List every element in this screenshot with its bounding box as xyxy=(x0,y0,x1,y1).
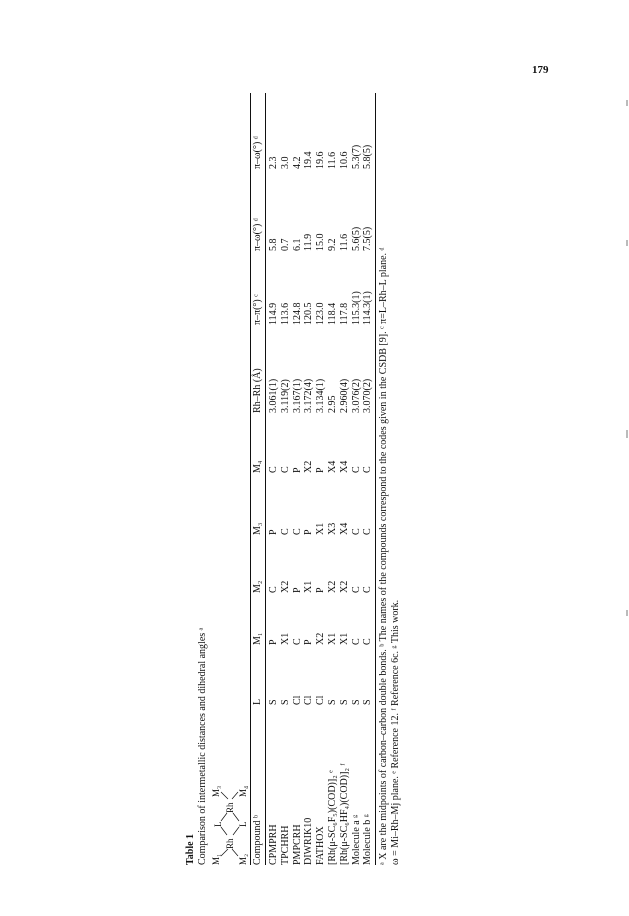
header-m3: M₃ xyxy=(252,522,263,535)
cell-m4: P xyxy=(291,467,303,473)
cell-m1: C xyxy=(350,638,362,645)
table-footnote-1: ᵃ X are the midpoints of carbon–carbon double bonds. ᵇ The names of the compounds correspond to the codes given in the CSDB [9]. ᶜ π=L–Rh–L plane. ᵈ xyxy=(378,247,389,865)
header-m1: M₁ xyxy=(252,632,263,645)
rh-dimer-scheme xyxy=(209,785,249,865)
cell-l: S xyxy=(338,699,350,705)
cell-l: Cl xyxy=(315,695,327,705)
cell-m3: X1 xyxy=(315,522,327,535)
cell-pi-omega-1: 9.2 xyxy=(327,238,338,251)
cell-pi-omega-2: 19.4 xyxy=(303,151,315,169)
table-bottom-rule xyxy=(375,93,376,865)
cell-rh-rh: 2.960(4) xyxy=(338,378,350,413)
cell-m2: C xyxy=(268,586,279,593)
cell-pi-pi: 114.9 xyxy=(268,302,279,325)
cell-pi-omega-1: 5.6(5) xyxy=(350,226,362,251)
cell-m4: C xyxy=(350,466,362,473)
header-pi-omega-1: π–ω(°) ᵈ xyxy=(252,218,263,251)
cell-rh-rh: 3.167(1) xyxy=(291,378,303,413)
cell-compound: CPMPRH xyxy=(268,824,279,865)
cell-m4: X4 xyxy=(327,460,338,473)
scheme-l-top: L xyxy=(213,821,223,827)
cell-compound: Molecule a ᵍ xyxy=(350,814,362,865)
cell-pi-omega-1: 11.6 xyxy=(338,233,350,251)
table-row xyxy=(268,85,280,865)
cell-m3: X4 xyxy=(338,522,350,535)
cell-pi-omega-2: 11.6 xyxy=(327,151,338,169)
cell-pi-pi: 115.3(1) xyxy=(350,291,362,325)
cell-m4: X2 xyxy=(303,460,315,473)
cell-rh-rh: 3.134(1) xyxy=(315,378,327,413)
cell-compound: [Rh(μ-SC₆HF₄)(COD)]₂ ᶠ xyxy=(338,763,350,865)
cell-m3: P xyxy=(268,529,279,535)
cell-m1: C xyxy=(291,638,303,645)
scheme-l-bottom: L xyxy=(238,821,248,827)
cell-pi-pi: 123.0 xyxy=(315,302,327,325)
table-header-rule xyxy=(265,93,266,865)
cell-rh-rh: 3.061(1) xyxy=(268,378,279,413)
cell-m2: P xyxy=(291,587,303,593)
cell-m3: P xyxy=(303,529,315,535)
scheme-rh-right: Rh xyxy=(225,802,235,813)
cell-pi-pi: 120.5 xyxy=(303,302,315,325)
cell-pi-omega-2: 2.3 xyxy=(268,156,279,169)
margin-mark xyxy=(626,610,628,616)
cell-m4: C xyxy=(362,466,374,473)
cell-rh-rh: 3.172(4) xyxy=(303,378,315,413)
table-row xyxy=(362,85,374,865)
cell-m4: C xyxy=(268,466,279,473)
table-top-rule xyxy=(250,93,251,865)
header-rh-rh: Rh–Rh (Å) xyxy=(252,368,263,413)
cell-compound: [Rh(μ-SC₆F₅)(COD)]₂ ᵉ xyxy=(327,770,338,865)
header-pi-pi: π–π(°) ᶜ xyxy=(252,294,263,325)
cell-m1: X1 xyxy=(279,632,291,645)
cell-compound: DIWRIK10 xyxy=(303,817,315,865)
cell-l: Cl xyxy=(291,695,303,705)
cell-l: Cl xyxy=(303,695,315,705)
cell-l: S xyxy=(279,699,291,705)
table-row xyxy=(280,85,292,865)
cell-m2: C xyxy=(350,586,362,593)
cell-pi-omega-2: 5.8(5) xyxy=(362,144,374,169)
header-m4: M₄ xyxy=(252,460,263,473)
table-caption: Comparison of intermetallic distances and dihedral angles ᵃ xyxy=(197,627,208,865)
rotated-table xyxy=(185,85,435,865)
cell-l: S xyxy=(327,699,338,705)
table-row xyxy=(339,85,351,865)
cell-l: S xyxy=(268,699,279,705)
scheme-m3: M₃ xyxy=(211,785,221,797)
cell-pi-omega-2: 3.0 xyxy=(279,156,291,169)
scheme-rh-left: Rh xyxy=(225,838,235,849)
cell-pi-pi: 124.8 xyxy=(291,302,303,325)
cell-m3: C xyxy=(350,528,362,535)
scheme-m1: M₁ xyxy=(211,853,221,865)
table-header-row xyxy=(252,85,264,865)
header-l: L xyxy=(252,698,263,705)
cell-l: S xyxy=(350,699,362,705)
cell-m3: C xyxy=(291,528,303,535)
header-compound: Compound ᵇ xyxy=(252,814,263,865)
cell-pi-pi: 114.3(1) xyxy=(362,291,374,325)
cell-m2: C xyxy=(362,586,374,593)
cell-compound: FATHOX xyxy=(315,826,327,865)
cell-m4: C xyxy=(279,466,291,473)
cell-pi-pi: 118.4 xyxy=(327,302,338,325)
cell-pi-omega-1: 0.7 xyxy=(279,238,291,251)
cell-m3: C xyxy=(362,528,374,535)
cell-pi-omega-1: 11.9 xyxy=(303,233,315,251)
table-row xyxy=(303,85,315,865)
header-m2: M₂ xyxy=(252,580,263,593)
table-row xyxy=(327,85,339,865)
margin-mark xyxy=(626,100,628,106)
page-number: 179 xyxy=(532,64,549,76)
cell-compound: Molecule b ᵍ xyxy=(362,814,374,865)
cell-compound: PMPCRH xyxy=(291,824,303,865)
cell-pi-omega-1: 15.0 xyxy=(315,233,327,251)
cell-l: S xyxy=(362,699,374,705)
cell-rh-rh: 3.076(2) xyxy=(350,378,362,413)
cell-m2: P xyxy=(315,587,327,593)
table-row xyxy=(292,85,304,865)
cell-m3: X3 xyxy=(327,522,338,535)
table-row xyxy=(315,85,327,865)
cell-m1: X2 xyxy=(315,632,327,645)
cell-m1: P xyxy=(268,639,279,645)
cell-m2: X1 xyxy=(303,580,315,593)
cell-m2: X2 xyxy=(279,580,291,593)
cell-pi-omega-1: 5.8 xyxy=(268,238,279,251)
scheme-m4: M₄ xyxy=(238,785,248,797)
cell-pi-omega-2: 5.3(7) xyxy=(350,144,362,169)
cell-m2: X2 xyxy=(338,580,350,593)
cell-pi-pi: 117.8 xyxy=(338,302,350,325)
cell-rh-rh: 2.95 xyxy=(327,395,338,413)
cell-rh-rh: 3.119(2) xyxy=(279,379,291,413)
table-row xyxy=(351,85,363,865)
cell-m2: X2 xyxy=(327,580,338,593)
cell-compound: TPCHRH xyxy=(279,825,291,865)
table-footnote-2: ω = Mi–Rh–Mj plane. ᵉ Reference 12. ᶠ Reference 6c. ᵍ This work. xyxy=(390,599,401,865)
cell-m1: X1 xyxy=(327,632,338,645)
margin-mark xyxy=(626,240,628,246)
cell-m3: C xyxy=(279,528,291,535)
cell-m1: P xyxy=(303,639,315,645)
cell-pi-omega-2: 10.6 xyxy=(338,151,350,169)
scheme-m2: M₂ xyxy=(238,853,248,865)
cell-m1: X1 xyxy=(338,632,350,645)
margin-mark xyxy=(626,430,628,438)
cell-m4: P xyxy=(315,467,327,473)
cell-rh-rh: 3.070(2) xyxy=(362,378,374,413)
cell-pi-omega-1: 6.1 xyxy=(291,238,303,251)
cell-pi-omega-2: 19.6 xyxy=(315,151,327,169)
cell-pi-omega-2: 4.2 xyxy=(291,156,303,169)
cell-m1: C xyxy=(362,638,374,645)
cell-pi-omega-1: 7.5(5) xyxy=(362,226,374,251)
cell-pi-pi: 113.6 xyxy=(279,302,291,325)
header-pi-omega-2: π–ω(°) ᵈ xyxy=(252,136,263,169)
cell-m4: X4 xyxy=(338,460,350,473)
table-label: Table 1 xyxy=(185,833,196,865)
